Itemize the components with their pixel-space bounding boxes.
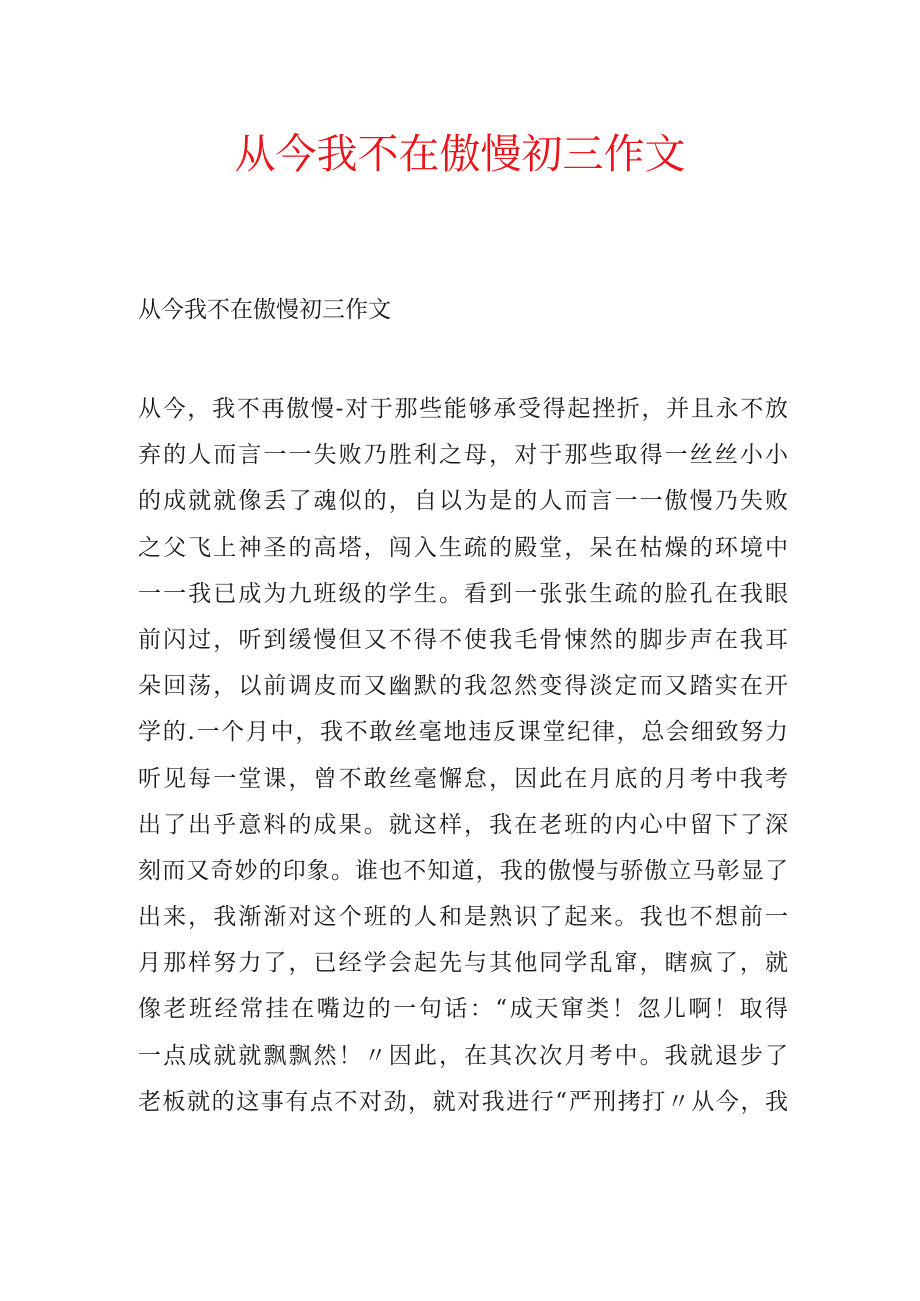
body-line: 出来，我渐渐对这个班的人和是熟识了起来。我也不想前一	[138, 904, 788, 931]
body-line: 听见每一堂课，曾不敢丝毫懈怠，因此在月底的月考中我考	[138, 765, 788, 792]
body-line: 一一我已成为九班级的学生。看到一张张生疏的脸孔在我眼	[138, 580, 788, 607]
body-line: 学的.一个月中，我不敢丝毫地违反课堂纪律，总会细致努力	[138, 719, 788, 746]
body-line: 弃的人而言一一失败乃胜利之母，对于那些取得一丝丝小小	[138, 442, 788, 469]
body-line: 老板就的这事有点不对劲，就对我进行“严刑拷打〃从今，我	[138, 1088, 788, 1115]
body-line: 出了出乎意料的成果。就这样，我在老班的内心中留下了深	[138, 811, 788, 838]
document-title: 从今我不在傲慢初三作文	[234, 130, 686, 178]
body-line: 之父飞上神圣的高塔，闯入生疏的殿堂，呆在枯燥的环境中	[138, 534, 788, 561]
document-subtitle: 从今我不在傲慢初三作文	[138, 297, 391, 323]
body-line: 像老班经常挂在嘴边的一句话：“成天窜类！忽儿啊！取得	[138, 996, 788, 1023]
body-line: 月那样努力了，已经学会起先与其他同学乱窜，瞎疯了，就	[138, 950, 788, 977]
document-body	[138, 386, 788, 1125]
body-line: 前闪过，听到缓慢但又不得不使我毛骨悚然的脚步声在我耳	[138, 626, 788, 653]
body-line: 朵回荡，以前调皮而又幽默的我忽然变得淡定而又踏实在开	[138, 673, 788, 700]
body-line: 从今，我不再傲慢-对于那些能够承受得起挫折，并且永不放	[138, 396, 788, 422]
body-line: 的成就就像丢了魂似的，自以为是的人而言一一傲慢乃失败	[138, 488, 788, 515]
body-line: 刻而又奇妙的印象。谁也不知道，我的傲慢与骄傲立马彰显了	[138, 857, 788, 884]
body-line: 一点成就就飘飘然！〃因此，在其次次月考中。我就退步了	[138, 1042, 788, 1069]
